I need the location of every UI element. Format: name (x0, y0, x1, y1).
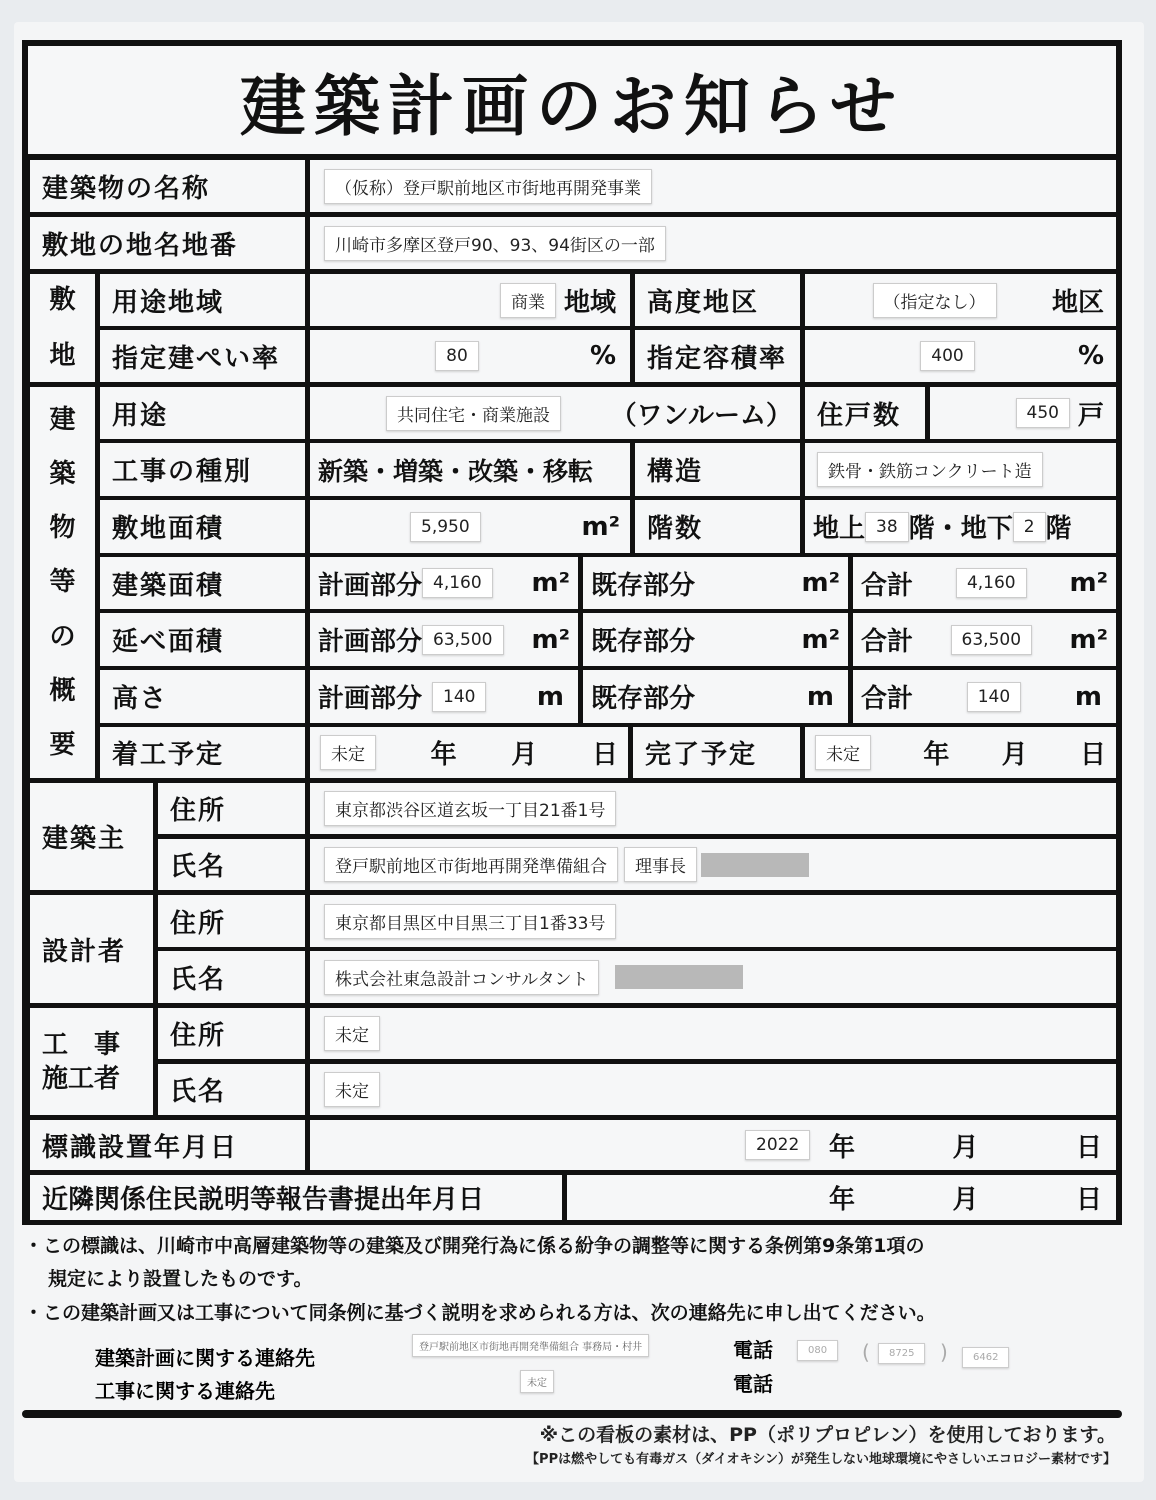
divider (22, 1410, 1122, 1418)
work-contact-label: 工事に関する連絡先 (95, 1379, 275, 1403)
floor-area-existing (583, 613, 848, 666)
phone-exchange: 8725 (878, 1343, 925, 1364)
floor-area-total (853, 613, 1116, 666)
finish-value: 未定 (815, 735, 871, 770)
report-date-label: 近隣関係住民説明等報告書提出年月日 (30, 1175, 562, 1220)
owner-address-field (310, 783, 1116, 834)
floor-unit: 階 (908, 514, 935, 544)
paren-close: ) (940, 1340, 948, 1364)
height-total-value: 140 (967, 682, 1021, 712)
day-unit: 日 (1079, 740, 1106, 770)
total-label: 合計 (861, 684, 914, 714)
unit: m (806, 681, 834, 712)
floors-field (805, 500, 1116, 553)
day-unit: 日 (591, 740, 618, 770)
height-district-label: 高度地区 (635, 274, 800, 326)
structure-label: 構造 (635, 443, 800, 496)
site-area-label: 敷地面積 (100, 500, 305, 553)
builder-label-line: 施工者 (42, 1063, 121, 1094)
zone-value: 商業 (500, 283, 556, 318)
separator: ・ (934, 514, 961, 544)
bcr-field (310, 330, 630, 382)
building-group-label (30, 387, 95, 778)
unit: m² (531, 568, 570, 598)
builder-name: 未定 (324, 1072, 380, 1107)
units-label: 住戸数 (805, 387, 925, 439)
note-line: ・この建築計画又は工事について同条例に基づく説明を求められる方は、次の連絡先に申し出てください。 (24, 1301, 936, 1324)
floor-area-total-value: 63,500 (951, 625, 1032, 655)
builder-name-field (310, 1064, 1116, 1115)
above-ground-value: 38 (865, 512, 909, 542)
start-date (310, 727, 628, 778)
below-ground-label: 地下 (960, 514, 1013, 544)
total-label: 合計 (861, 627, 914, 657)
existing-label: 既存部分 (591, 684, 696, 714)
site-area-value: 5,950 (410, 512, 481, 542)
far-label: 指定容積率 (635, 330, 800, 382)
units-field (930, 387, 1116, 439)
group-char: 築 (49, 459, 76, 490)
floors-label: 階数 (635, 500, 800, 553)
far-unit: % (1077, 341, 1105, 371)
unit: m² (1069, 624, 1109, 655)
builder-address-field (310, 1008, 1116, 1059)
plan-contact-label: 建築計画に関する連絡先 (95, 1346, 315, 1370)
height-label: 高さ (100, 670, 305, 723)
footer-note: ※この看板の素材は、PP（ポリプロピレン）を使用しております。 (539, 1424, 1116, 1446)
designer-label: 設計者 (30, 895, 153, 1003)
owner-title: 理事長 (624, 847, 697, 882)
posted-year: 2022 (745, 1130, 810, 1160)
building-area-plan (310, 557, 578, 609)
height-district-value: （指定なし） (873, 283, 997, 318)
floor-area-plan (310, 613, 578, 666)
builder-address-label: 住所 (158, 1008, 305, 1059)
owner-label: 建築主 (30, 783, 153, 890)
phone-label: 電話 (733, 1338, 773, 1362)
work-type-label: 工事の種別 (100, 443, 305, 496)
plan-label: 計画部分 (318, 684, 423, 714)
designer-name-field (310, 951, 1116, 1003)
owner-address-label: 住所 (158, 783, 305, 834)
height-total (853, 670, 1116, 723)
owner-name-field (310, 839, 1116, 890)
use-label: 用途 (100, 387, 305, 439)
far-field (805, 330, 1116, 382)
posted-date-field (310, 1120, 1116, 1170)
above-ground-label: 地上 (813, 514, 866, 544)
work-contact-org: 未定 (520, 1370, 554, 1393)
structure-field (805, 443, 1116, 496)
unit: m (1074, 681, 1102, 712)
use-field (310, 387, 800, 439)
designer-name-label: 氏名 (158, 951, 305, 1003)
structure-value: 鉄骨・鉄筋コンクリート造 (817, 452, 1043, 487)
zone-unit: 地域 (563, 287, 616, 318)
posted-date-label: 標識設置年月日 (30, 1120, 305, 1170)
lot-value: 川崎市多摩区登戸90、93、94街区の一部 (324, 226, 666, 261)
site-area-unit: m² (581, 511, 620, 542)
redacted-name (701, 853, 809, 877)
start-label: 着工予定 (100, 727, 305, 778)
group-char: 概 (49, 675, 76, 706)
building-area-total (853, 557, 1116, 609)
floor-area-plan-value: 63,500 (422, 625, 503, 655)
month-unit: 月 (511, 740, 538, 770)
builder-label-line: 工 事 (42, 1029, 121, 1060)
day-unit: 日 (1075, 1132, 1102, 1163)
site-group-label (30, 274, 95, 382)
owner-name-label: 氏名 (158, 839, 305, 890)
building-area-existing (583, 557, 848, 609)
phone-number: 6462 (962, 1347, 1009, 1368)
lot-label: 敷地の地名地番 (30, 217, 305, 269)
designer-address: 東京都目黒区中目黒三丁目1番33号 (324, 904, 616, 939)
site-char: 敷 (49, 285, 76, 315)
units-value: 450 (1016, 398, 1070, 428)
day-unit: 日 (1075, 1185, 1102, 1215)
use-value: 共同住宅・商業施設 (386, 396, 561, 431)
floor-unit: 階 (1045, 514, 1072, 544)
designer-address-label: 住所 (158, 895, 305, 947)
builder-label (30, 1008, 153, 1115)
below-ground-value: 2 (1013, 512, 1046, 542)
height-district-field (805, 274, 1116, 326)
footer-note: 【PPは燃やしても有毒ガス（ダイオキシン）が発生しない地球環境にやさしいエコロジー素材です】 (526, 1452, 1116, 1467)
notes (24, 1230, 1124, 1330)
unit: m (536, 681, 564, 712)
finish-label: 完了予定 (633, 727, 800, 778)
existing-label: 既存部分 (591, 570, 696, 601)
group-char: 要 (49, 729, 76, 760)
existing-label: 既存部分 (591, 627, 696, 657)
unit: m² (531, 624, 570, 655)
year-unit: 年 (829, 1132, 856, 1163)
height-district-unit: 地区 (1052, 287, 1105, 318)
designer-address-field (310, 895, 1116, 947)
building-area-plan-value: 4,160 (422, 568, 493, 598)
page-title: 建築計画のお知らせ (28, 46, 1116, 154)
plan-label: 計画部分 (318, 627, 423, 657)
far-value: 400 (920, 341, 974, 371)
year-unit: 年 (829, 1185, 856, 1215)
unit: m² (801, 568, 840, 598)
start-value: 未定 (320, 735, 376, 770)
paren-open: ( (862, 1340, 870, 1364)
unit: m² (801, 624, 840, 655)
group-char: 等 (49, 567, 76, 598)
group-char: 建 (49, 405, 76, 436)
finish-date (805, 727, 1116, 778)
height-plan-value: 140 (432, 682, 486, 712)
month-unit: 月 (952, 1132, 979, 1163)
zone-field (310, 274, 630, 326)
phone-area-code: 080 (797, 1340, 838, 1361)
building-area-total-value: 4,160 (956, 568, 1027, 598)
designer-name: 株式会社東急設計コンサルタント (324, 960, 599, 995)
redacted-name (615, 965, 743, 989)
note-line: 規定により設置したものです。 (48, 1268, 313, 1291)
building-name-value: （仮称）登戸駅前地区市街地再開発事業 (324, 169, 652, 204)
building-name-field (310, 160, 1116, 212)
report-date-field (567, 1175, 1116, 1220)
month-unit: 月 (1001, 740, 1028, 770)
month-unit: 月 (952, 1185, 979, 1215)
lot-field (310, 217, 1116, 269)
year-unit: 年 (430, 740, 457, 770)
use-note: （ワンルーム） (610, 400, 792, 431)
height-existing (583, 670, 848, 723)
bcr-unit: % (589, 341, 617, 371)
site-area-field (310, 500, 630, 553)
height-plan (310, 670, 578, 723)
builder-name-label: 氏名 (158, 1064, 305, 1115)
group-char: の (49, 621, 76, 652)
zone-label: 用途地域 (100, 274, 305, 326)
bcr-label: 指定建ぺい率 (100, 330, 305, 382)
building-area-label: 建築面積 (100, 557, 305, 609)
note-line: ・この標識は、川崎市中高層建築物等の建築及び開発行為に係る紛争の調整等に関する条例第9条第1項の (24, 1235, 925, 1257)
bcr-value: 80 (435, 341, 479, 371)
year-unit: 年 (923, 740, 950, 770)
group-char: 物 (49, 513, 76, 544)
units-unit: 戸 (1077, 400, 1104, 431)
builder-address: 未定 (324, 1016, 380, 1051)
owner-name: 登戸駅前地区市街地再開発準備組合 (324, 847, 618, 882)
total-label: 合計 (861, 570, 914, 601)
owner-address: 東京都渋谷区道玄坂一丁目21番1号 (324, 791, 616, 826)
building-name-label: 建築物の名称 (30, 160, 305, 212)
phone-label: 電話 (733, 1372, 773, 1396)
plan-contact-org: 登戸駅前地区市街地再開発準備組合 事務局・村井 (412, 1334, 649, 1357)
floor-area-label: 延べ面積 (100, 613, 305, 666)
work-type-value: 新築・増築・改築・移転 (310, 443, 630, 496)
site-char: 地 (49, 341, 76, 371)
plan-label: 計画部分 (318, 570, 423, 601)
unit: m² (1069, 568, 1109, 598)
